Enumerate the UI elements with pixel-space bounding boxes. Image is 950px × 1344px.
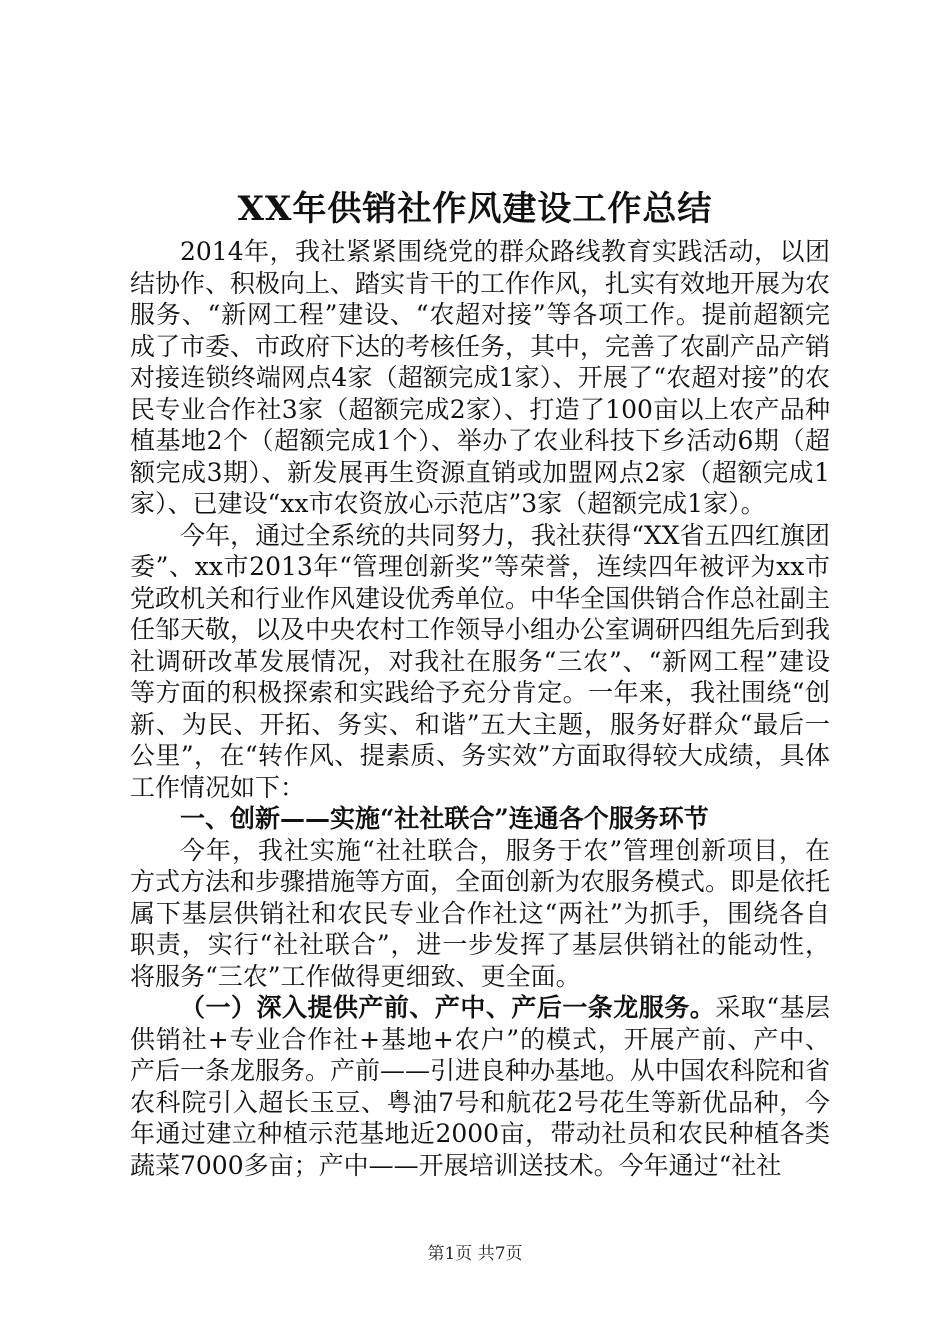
page-title: XX年供销社作风建设工作总结 — [237, 189, 713, 229]
subheading-service: （一）深入提供产前、产中、产后一条龙服务。 — [180, 993, 716, 1022]
paragraph-service-text: 采取“基层供销社+专业合作社+基地+农户”的模式，开展产前、产中、产后一条龙服务。产前——引进良种办基地。从中国农科院和省农科院引入超长玉豆、粤油7号和航花2号花生等新优品种，今年通过建立种植示范基地近2000亩，带动社员和农民种植各类蔬菜7000多亩；产中——开展培训送技术。今年通过“社社 — [130, 993, 831, 1180]
page-number: 第1页 共7页 — [427, 1244, 523, 1264]
paragraph-achievements: 今年，通过全系统的共同努力，我社获得“XX省五四红旗团委”、xx市2013年“管理创新奖”等荣誉，连续四年被评为xx市党政机关和行业作风建设优秀单位。中华全国供销合作总社副主任邹天敬，以及中央农村工作领导小组办公室调研四组先后到我社调研改革发展情况，对我社在服务“三农”、“新网工程”建设等方面的积极探索和实践给予充分肯定。一年来，我社围绕“创新、为民、开拓、务实、和谐”五大主题，服务好群众“最后一公里”，在“转作风、提素质、务实效”方面取得较大成绩，具体工作情况如下： — [130, 520, 831, 802]
section-heading-innovation: 一、创新——实施“社社联合”连通各个服务环节 — [180, 804, 709, 833]
paragraph-summary: 2014年，我社紧紧围绕党的群众路线教育实践活动，以团结协作、积极向上、踏实肯干的工作作风，扎实有效地开展为农服务、“新网工程”建设、“农超对接”等各项工作。提前超额完成了市委、市政府下达的考核任务，其中，完善了农副产品产销对接连锁终端网点4家（超额完成1家）、开展了“农超对接”的农民专业合作社3家（超额完成2家）、打造了100亩以上农产品种植基地2个（超额完成1个）、举办了农业科技下乡活动6期（超额完成3期）、新发展再生资源直销或加盟网点2家（超额完成1家）、已建设“xx市农资放心示范店”3家（超额完成1家）。 — [130, 237, 831, 518]
document-body — [130, 236, 830, 1181]
paragraph-service — [130, 992, 830, 1181]
paragraph-innovation: 今年，我社实施“社社联合，服务于农”管理创新项目，在方式方法和步骤措施等方面，全面创新为农服务模式。即是依托属下基层供销社和农民专业合作社这“两社”为抓手，围绕各自职责，实行“社社联合”，进一步发挥了基层供销社的能动性，将服务“三农”工作做得更细致、更全面。 — [130, 835, 831, 991]
